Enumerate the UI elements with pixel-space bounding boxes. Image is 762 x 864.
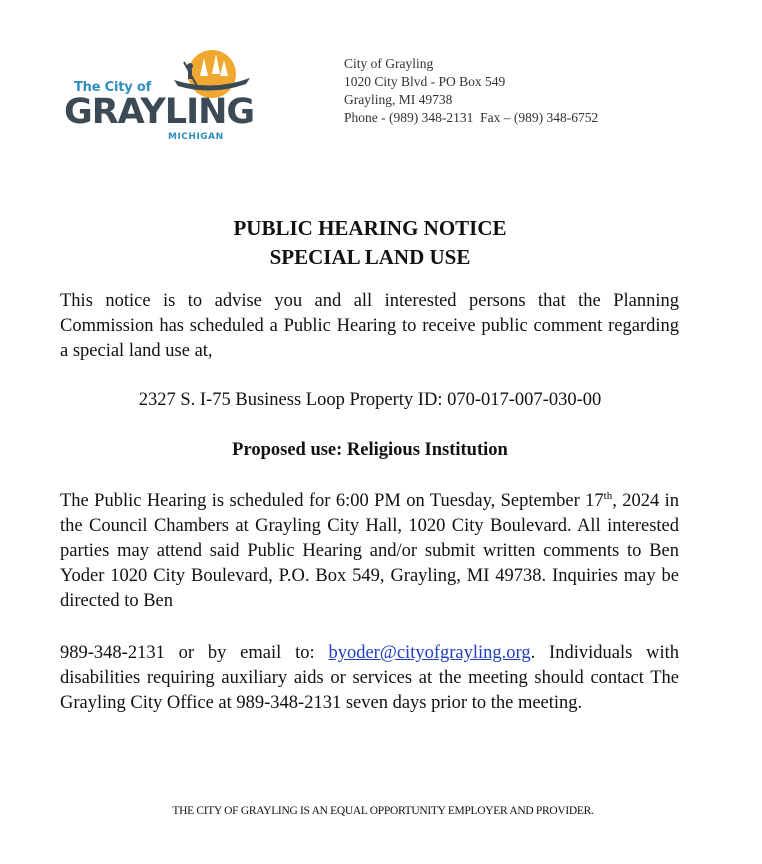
logo-city-text: The City of — [74, 80, 152, 95]
schedule-text-1: The Public Hearing is scheduled for 6:00 PM on Tuesday, September 17 — [60, 491, 604, 511]
schedule-text-2: , 2024 in the Council Chambers at Grayling City Hall, 1020 City Boulevard. All interested parties may attend said Public Hearing and/or submit written comments to Ben Yoder 1020 City Boulevard, P.O. Box 549, Grayling, MI 49738. Inquiries may be directed to Ben — [60, 491, 679, 611]
address-block — [344, 55, 598, 127]
address-phone: Phone - (989) 348-2131 Fax – (989) 348-6752 — [344, 110, 599, 125]
city-logo — [64, 44, 254, 148]
proposed-use: Proposed use: Religious Institution — [232, 440, 508, 460]
email-link[interactable]: byoder@cityofgrayling.org — [328, 643, 531, 663]
schedule-sup: th — [603, 489, 613, 502]
address-city: Grayling, MI 49738 — [344, 92, 453, 107]
intro-paragraph: This notice is to advise you and all interested persons that the Planning Commission has scheduled a Public Hearing to receive public comment regarding a special land use at, — [60, 291, 679, 361]
logo-michigan-text: MICHIGAN — [168, 132, 224, 142]
contact-paragraph — [60, 641, 679, 716]
schedule-paragraph — [60, 489, 679, 614]
address-name: City of Grayling — [344, 56, 434, 71]
property-line: 2327 S. I-75 Business Loop Property ID: 070-017-007-030-00 — [138, 390, 602, 410]
logo-grayling-text: GRAYLING — [64, 92, 255, 132]
contact-text-2: . Individuals with disabilities requiring auxiliary aids or services at the meeting should contact The Grayling City Office at 989-348-2131 seven days prior to the meeting. — [60, 643, 679, 713]
contact-text-1: 989-348-2131 or by email to: — [60, 643, 329, 663]
notice-title: PUBLIC HEARING NOTICE — [233, 216, 507, 240]
footer-statement: THE CITY OF GRAYLING IS AN EQUAL OPPORTUNITY EMPLOYER AND PROVIDER. — [172, 805, 594, 817]
address-street: 1020 City Blvd - PO Box 549 — [344, 74, 506, 89]
notice-subtitle: SPECIAL LAND USE — [269, 245, 471, 269]
